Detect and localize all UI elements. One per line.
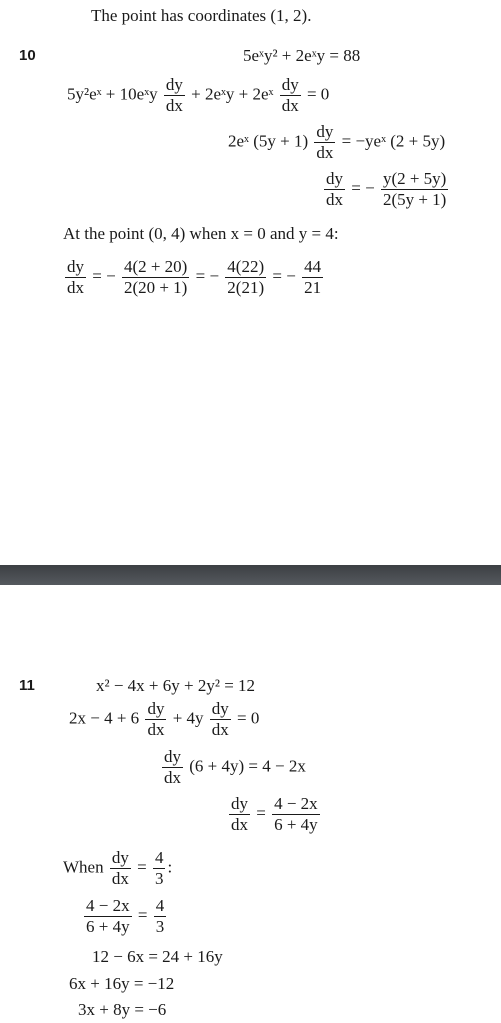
denominator: 6 + 4y [274, 815, 318, 834]
point-statement: At the point (0, 4) when x = 0 and y = 4: [63, 224, 339, 243]
numerator: dy [147, 699, 165, 718]
equals-minus: = − [351, 178, 375, 198]
result-fraction [84, 897, 132, 936]
equation-line [69, 700, 259, 739]
equation-text: (6 + 4y) = 4 − 2x [189, 756, 306, 776]
evaluation-line [63, 258, 325, 297]
equation-text: 5y²eˣ + 10eˣy [67, 84, 158, 104]
denominator: dx [211, 720, 229, 739]
intro-text: The point has coordinates (1, 2). [91, 6, 312, 25]
equation-text: 12 − 6x = 24 + 16y [92, 947, 223, 966]
numerator: dy [164, 747, 181, 766]
numerator: dy [316, 122, 334, 141]
equation-line [243, 46, 360, 66]
result-fraction [381, 170, 448, 209]
value-fraction [122, 258, 189, 297]
numerator: dy [165, 75, 183, 94]
numerator: 4(2 + 20) [123, 257, 188, 276]
numerator: dy [281, 75, 299, 94]
numerator: dy [211, 699, 229, 718]
equation-text: 2x − 4 + 6 [69, 708, 140, 728]
denominator: 2(21) [227, 278, 265, 297]
equation-text: = −yeˣ (2 + 5y) [341, 131, 446, 151]
equation-text: 6x + 16y = −12 [69, 974, 175, 993]
denominator: dx [147, 720, 165, 739]
derivative-fraction [324, 170, 345, 209]
numerator: 4(22) [227, 257, 265, 276]
derivative-fraction [210, 700, 231, 739]
numerator: y(2 + 5y) [382, 169, 447, 188]
denominator: dx [165, 96, 183, 115]
equation-text: = 0 [237, 708, 260, 728]
value-fraction [225, 258, 266, 297]
denominator: 3 [155, 917, 165, 936]
derivative-fraction [65, 258, 86, 297]
equation-text: 3x + 8y = −6 [78, 1000, 167, 1019]
equation-line [228, 123, 445, 162]
value-fraction [154, 897, 167, 936]
denominator: dx [67, 278, 84, 297]
derivative-fraction [164, 76, 185, 115]
equation-text: = 0 [306, 84, 330, 104]
equation-line [82, 897, 168, 936]
equals-minus: = − [195, 266, 220, 286]
denominator: 21 [304, 278, 322, 297]
condition-line [63, 849, 172, 888]
denominator: dx [281, 96, 299, 115]
equation-text: + 2eˣy + 2eˣ [191, 84, 274, 104]
equation-line [67, 76, 329, 115]
numerator: 4 − 2x [274, 794, 318, 813]
question-11-section [0, 585, 501, 1023]
derivative-fraction [110, 849, 131, 888]
equation-text: + 4y [172, 708, 204, 728]
equation-line [322, 170, 450, 209]
denominator: dx [231, 815, 248, 834]
derivative-fraction [145, 700, 166, 739]
derivative-fraction [314, 123, 335, 162]
equation-line [96, 676, 255, 696]
equation-text: 2eˣ (5y + 1) [228, 131, 309, 151]
numerator: dy [326, 169, 343, 188]
numerator: 4 [154, 848, 164, 867]
denominator: 2(5y + 1) [382, 190, 447, 209]
numerator: 44 [304, 257, 322, 276]
equation-text: x² − 4x + 6y + 2y² = 12 [96, 676, 256, 695]
when-label: When [63, 857, 104, 877]
derivative-fraction [229, 795, 250, 834]
denominator: dx [164, 768, 181, 787]
equals: = [137, 905, 148, 925]
numerator: 4 [155, 896, 165, 915]
result-fraction [272, 795, 320, 834]
value-fraction [302, 258, 323, 297]
equals-minus: = − [272, 266, 296, 286]
equation-line [69, 974, 174, 994]
question-number: 11 [19, 677, 35, 694]
page-divider [0, 565, 501, 585]
equals: = [137, 857, 147, 877]
denominator: dx [326, 190, 343, 209]
value-fraction [153, 849, 166, 888]
question-number: 10 [19, 47, 36, 64]
numerator: dy [111, 848, 129, 867]
denominator: dx [316, 143, 334, 162]
equation-line [78, 1000, 166, 1020]
colon: : [167, 857, 173, 877]
equation-text: 5eˣy² + 2eˣy = 88 [243, 46, 361, 65]
equation-line [160, 748, 306, 787]
numerator: 4 − 2x [86, 896, 130, 915]
numerator: dy [231, 794, 248, 813]
equals-minus: = − [92, 266, 116, 286]
denominator: 6 + 4y [86, 917, 130, 936]
equals: = [256, 803, 266, 823]
derivative-fraction [162, 748, 183, 787]
denominator: dx [111, 869, 129, 888]
numerator: dy [67, 257, 84, 276]
denominator: 2(20 + 1) [123, 278, 188, 297]
derivative-fraction [280, 76, 301, 115]
equation-line [227, 795, 322, 834]
equation-line [92, 947, 223, 967]
denominator: 3 [154, 869, 164, 888]
